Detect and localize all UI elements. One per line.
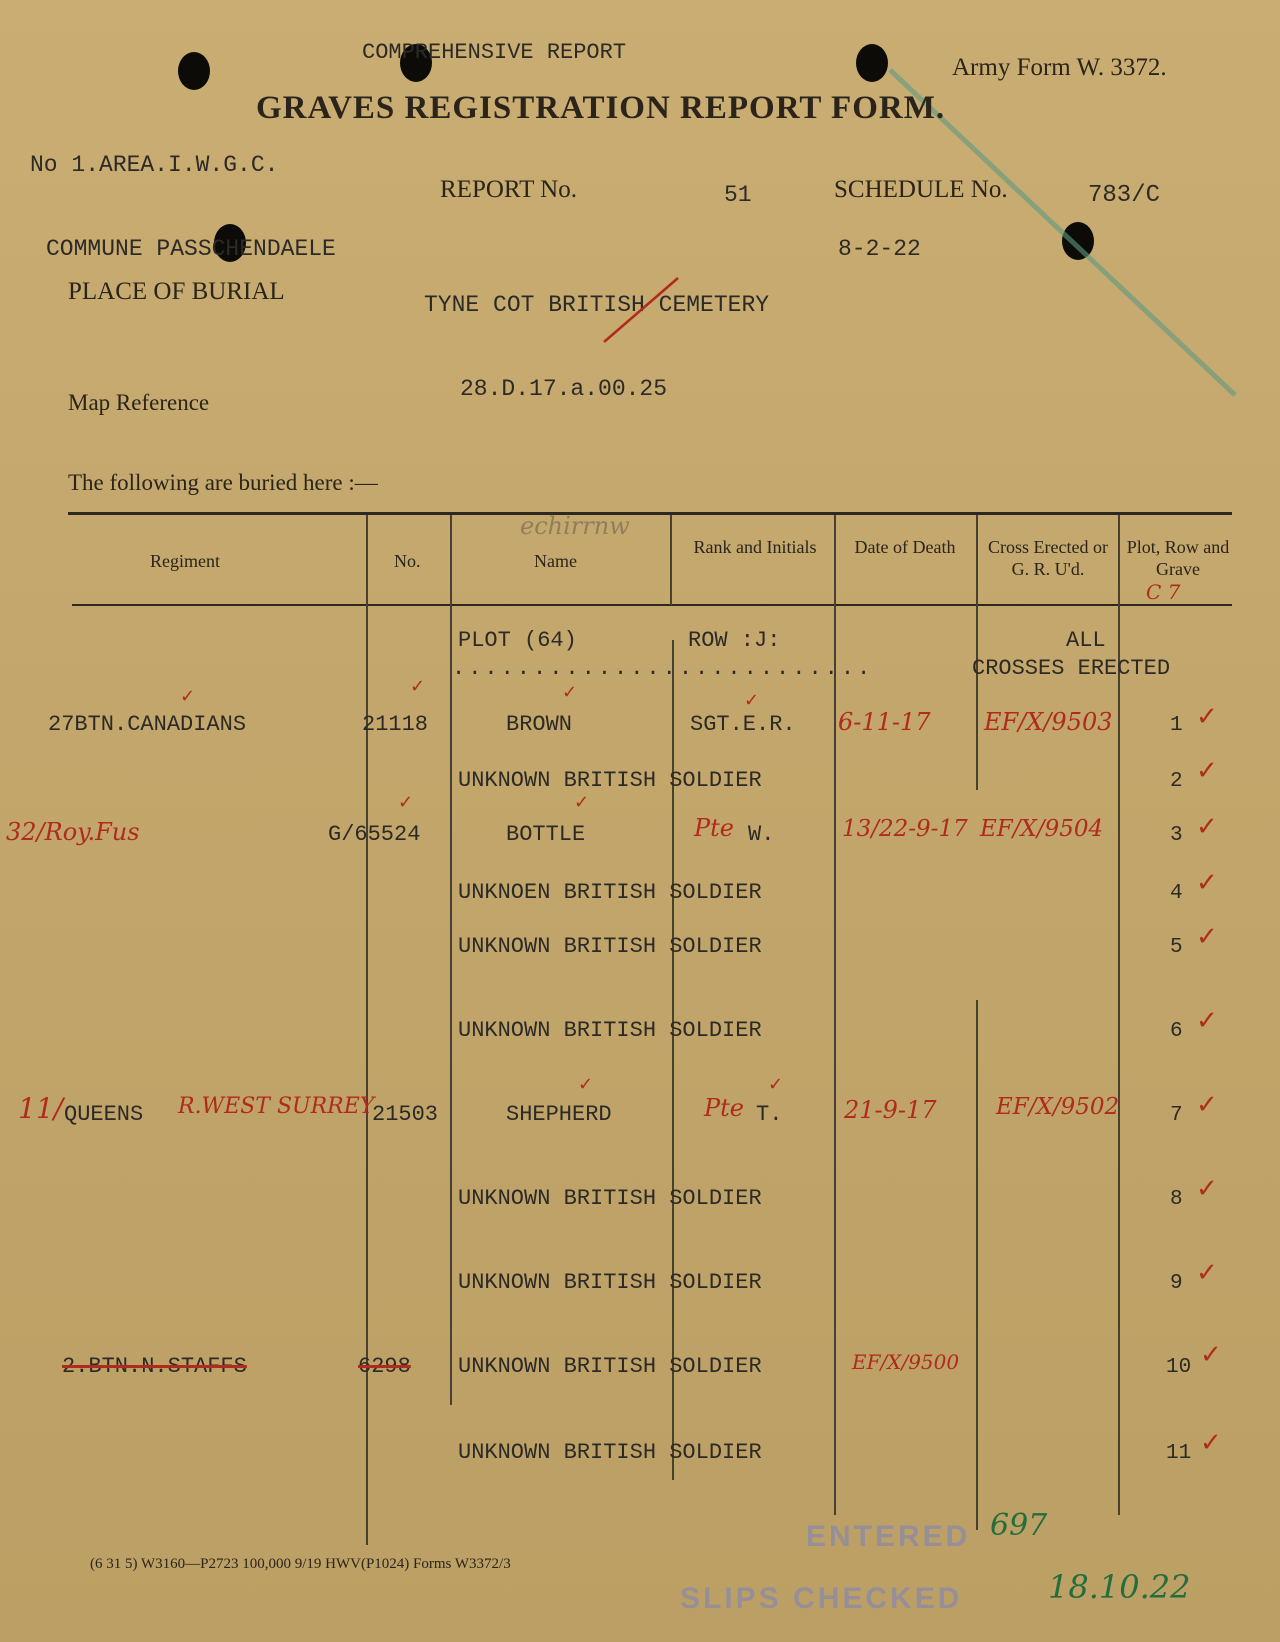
name-cell: UNKNOWN BRITISH SOLDIER <box>458 934 762 959</box>
regiment-cell: QUEENS <box>64 1102 144 1127</box>
comprehensive-report-label: COMPREHENSIVE REPORT <box>362 40 627 65</box>
grave-number: 2 <box>1170 770 1183 793</box>
report-no-label: REPORT No. <box>440 176 577 203</box>
grave-number: 6 <box>1170 1020 1183 1043</box>
check-mark: ✓ <box>768 1074 784 1095</box>
regiment-handwritten: R.WEST SURREY <box>178 1094 375 1119</box>
grave-number: 11 <box>1166 1442 1192 1465</box>
check-mark: ✓ <box>574 792 590 813</box>
name-cell: SHEPHERD <box>506 1102 612 1127</box>
schedule-no-value: 783/C <box>1088 182 1161 209</box>
name-cell: UNKNOEN BRITISH SOLDIER <box>458 880 762 905</box>
regiment-cell: 27BTN.CANADIANS <box>48 712 247 737</box>
rank-cell: W. <box>748 822 775 847</box>
check-mark: ✓ <box>398 792 414 813</box>
cross-cell: EF/X/9503 <box>984 708 1113 736</box>
plot-label: PLOT (64) <box>458 628 577 653</box>
column-divider <box>366 605 368 1545</box>
check-mark: ✓ <box>1196 1174 1218 1204</box>
date-of-death-cell: 13/22-9-17 <box>842 816 968 842</box>
date-of-death-cell: 21-9-17 <box>844 1096 937 1124</box>
grave-number: 9 <box>1170 1272 1183 1295</box>
print-code: (6 31 5) W3160—P2723 100,000 9/19 HWV(P1024) Forms W3372/3 <box>90 1556 511 1572</box>
strike-mark <box>598 272 684 348</box>
area-label: No 1.AREA.I.W.G.C. <box>30 152 279 178</box>
all-label: ALL <box>1066 628 1106 653</box>
check-mark: ✓ <box>1200 1340 1222 1370</box>
report-no-value: 51 <box>724 182 752 208</box>
check-mark: ✓ <box>562 682 578 703</box>
commune-field: COMMUNE PASSCHENDAELE <box>46 236 336 262</box>
green-initials: 697 <box>990 1508 1048 1543</box>
entered-stamp: ENTERED <box>806 1520 971 1553</box>
name-cell: UNKNOWN BRITISH SOLDIER <box>458 1270 762 1295</box>
col-cross-erected: Cross Erected or G. R. U'd. <box>988 537 1108 579</box>
place-of-burial-label: PLACE OF BURIAL <box>68 278 285 305</box>
number-cell: G/65524 <box>328 822 421 847</box>
column-divider <box>450 515 452 1405</box>
rank-cell: SGT.E.R. <box>690 712 796 737</box>
rank-cell: T. <box>756 1102 783 1127</box>
name-cell: UNKNOWN BRITISH SOLDIER <box>458 1354 762 1379</box>
column-divider <box>670 515 672 605</box>
name-cell: UNKNOWN BRITISH SOLDIER <box>458 768 762 793</box>
page-title: GRAVES REGISTRATION REPORT FORM. <box>256 90 946 126</box>
regiment-cell: 32/Roy.Fus <box>6 818 140 846</box>
number-cell-struck: 6298 <box>358 1354 411 1379</box>
schedule-no-label: SCHEDULE No. <box>834 176 1008 203</box>
grave-number: 3 <box>1170 824 1183 847</box>
regiment-prefix-handwritten: 11/ <box>18 1092 64 1125</box>
check-mark: ✓ <box>1196 812 1218 842</box>
check-mark: ✓ <box>1196 1006 1218 1036</box>
crosses-erected-label: CROSSES ERECTED <box>972 656 1171 681</box>
table-header-rule <box>72 604 1232 606</box>
rank-handwritten: Pte <box>694 814 734 842</box>
grave-number: 4 <box>1170 882 1183 905</box>
slips-checked-stamp: SLIPS CHECKED <box>680 1582 963 1615</box>
grave-number: 1 <box>1170 714 1183 737</box>
check-mark: ✓ <box>1196 756 1218 786</box>
regiment-cell-struck: 2.BTN.N.STAFFS <box>62 1354 247 1379</box>
col-regiment: Regiment <box>150 551 220 571</box>
number-cell: 21118 <box>362 712 429 737</box>
check-mark: ✓ <box>1200 1428 1222 1458</box>
check-mark: ✓ <box>1196 922 1218 952</box>
col-plot-row-grave: Plot, Row and Grave <box>1126 537 1230 579</box>
name-cell: UNKNOWN BRITISH SOLDIER <box>458 1018 762 1043</box>
cross-cell: EF/X/9502 <box>996 1094 1120 1120</box>
grave-number: 5 <box>1170 936 1183 959</box>
grave-number: 10 <box>1166 1356 1192 1379</box>
punch-hole <box>178 52 210 90</box>
name-cell: UNKNOWN BRITISH SOLDIER <box>458 1186 762 1211</box>
column-divider <box>366 515 368 605</box>
map-reference-label: Map Reference <box>68 390 210 415</box>
column-divider <box>976 1000 978 1530</box>
name-cell: UNKNOWN BRITISH SOLDIER <box>458 1440 762 1465</box>
date-of-death-cell: 6-11-17 <box>838 708 931 736</box>
column-divider <box>976 515 978 790</box>
row-label: ROW :J: <box>688 628 781 653</box>
name-cell: BOTTLE <box>506 822 586 847</box>
check-mark: ✓ <box>1196 702 1218 732</box>
col-no: No. <box>394 551 421 571</box>
dotted-leader: .......................... <box>452 656 874 681</box>
col-date-of-death: Date of Death <box>854 537 956 557</box>
name-cell: BROWN <box>506 712 573 737</box>
grave-number: 7 <box>1170 1104 1183 1127</box>
place-of-burial-value: TYNE COT BRITISH CEMETERY <box>424 292 770 318</box>
grave-number: 8 <box>1170 1188 1183 1211</box>
rank-handwritten: Pte <box>704 1094 744 1122</box>
green-date: 18.10.22 <box>1048 1568 1191 1606</box>
pencil-annotation: echirrnw <box>520 512 630 540</box>
col-rank: Rank and Initials <box>693 537 817 557</box>
map-reference-value: 28.D.17.a.00.25 <box>460 376 668 402</box>
check-mark: ✓ <box>180 686 196 707</box>
cross-cell: EF/X/9500 <box>852 1350 960 1374</box>
check-mark: ✓ <box>578 1074 594 1095</box>
check-mark: ✓ <box>744 690 760 711</box>
check-mark: ✓ <box>1196 868 1218 898</box>
check-mark: ✓ <box>1196 1090 1218 1120</box>
cross-cell: EF/X/9504 <box>980 816 1104 842</box>
col-name: Name <box>534 551 577 571</box>
number-cell: 21503 <box>372 1102 439 1127</box>
table-top-rule <box>68 512 1232 515</box>
check-mark: ✓ <box>410 676 426 697</box>
check-mark: ✓ <box>1196 1258 1218 1288</box>
report-date: 8-2-22 <box>838 236 921 262</box>
buried-here-label: The following are buried here :— <box>68 470 378 495</box>
army-form-number: Army Form W. 3372. <box>952 54 1167 81</box>
grave-column-annotation: C 7 <box>1146 580 1181 604</box>
